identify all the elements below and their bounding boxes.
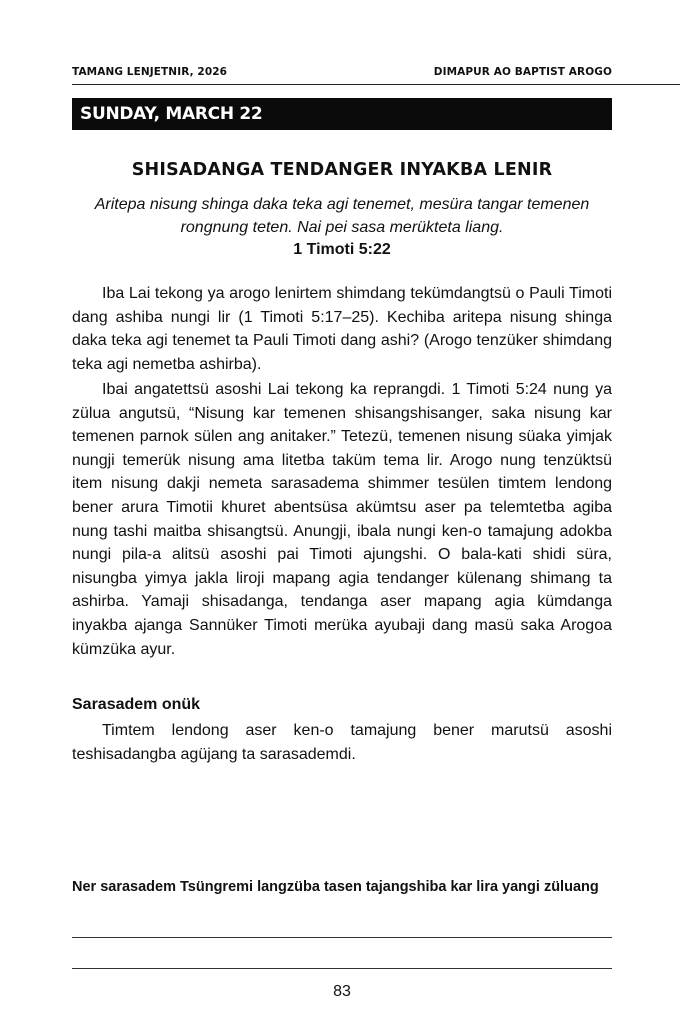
devotion-title: SHISADANGA TENDANGER INYAKBA LENIR bbox=[131, 160, 553, 180]
body-paragraph-2: Ibai angatettsü asoshi Lai tekong ka reprangdi. 1 Timoti 5:24 nung ya zülua angutsü, “Nisung kar temenen shisangshisanger, saka nisung kar temenen parnok sülen ang anitaker.” Tetezü, temenen nisung süaka yimjak nungji temerük nisung ama litetba taküm tema lir. Arogo nung tenzüktsü item nisung dakji nemeta sarasadema shimmer tesülen timtem lendong bener arura Timotii khuret abentsüsa akümtsu aser pa telemtetba agiba nung tashi maitba shisangtsü. Anungji, ibala nungi ken-o tamajung adokba nungi pila-a alitsü asoshi pai Timoti ajungshi. O bala-kati shidi süra, nisungba yimya jakla liroji mapang agia tendanger külenang shimang ta ashirba. Yamaji shisadanga, tendanga aser mapang agia kümdanga inyakba ajanga Sannüker Timoti merüka ayubaji dang masü saka Arogoa kümzüka ayur. bbox=[72, 381, 612, 658]
prayer-heading: Sarasadem onük bbox=[72, 696, 201, 713]
header-divider bbox=[72, 84, 680, 85]
publication-title: TAMANG LENJETNIR, 2026 bbox=[72, 66, 228, 78]
body-paragraph-1: Iba Lai tekong ya arogo lenirtem shimdang tekümdangtsü o Pauli Timoti dang ashiba nungi lir (1 Timoti 5:17–25). Kechiba aritepa nisung shinga daka teka agi tenemet ta Pauli Timoti dang ashi? (Arogo tenzüker shimdang teka agi nemetba ashirba). bbox=[72, 285, 612, 373]
publisher-name: DIMAPUR AO BAPTIST AROGO bbox=[433, 66, 612, 78]
page-number: 83 bbox=[333, 983, 351, 1000]
running-header bbox=[72, 66, 612, 82]
writing-line bbox=[72, 968, 612, 969]
writing-line bbox=[72, 937, 612, 938]
reflection-prompt: Ner sarasadem Tsüngremi langzüba tasen tajangshiba kar lira yangi züluang bbox=[72, 879, 599, 895]
key-verse: Aritepa nisung shinga daka teka agi tenemet, mesüra tangar temenen rongnung teten. Nai pei sasa merükteta liang. bbox=[94, 196, 590, 236]
verse-reference: 1 Timoti 5:22 bbox=[293, 241, 391, 258]
prayer-text: Timtem lendong aser ken-o tamajung bener marutsü asoshi teshisadangba agüjang ta sarasademdi. bbox=[72, 722, 612, 763]
date-banner: SUNDAY, MARCH 22 bbox=[72, 98, 612, 130]
